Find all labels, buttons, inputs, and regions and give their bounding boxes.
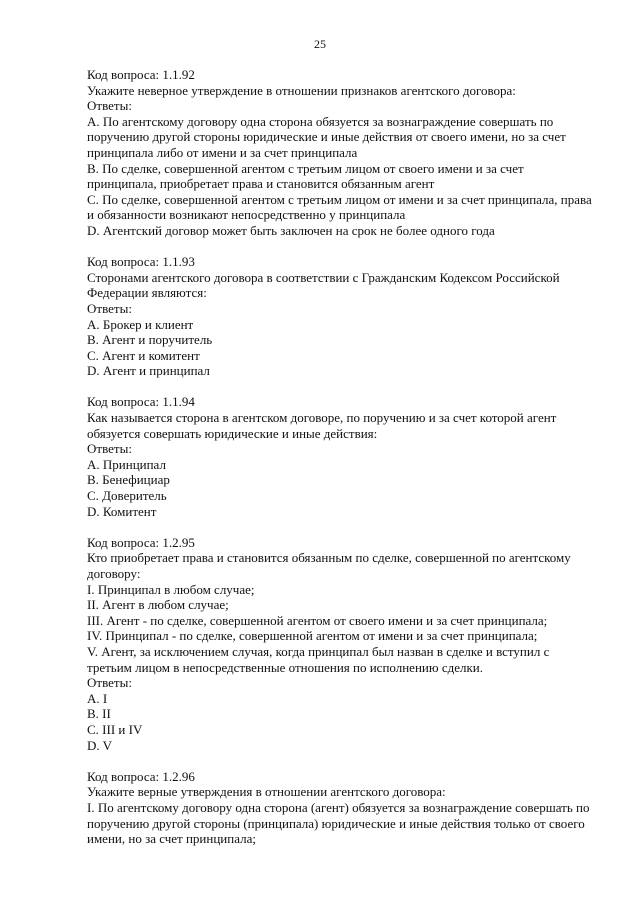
answer-option: В. Бенефициар [87,472,170,488]
question-block [87,394,597,519]
answer-option: А. По агентскому договору одна сторона обязуется за вознаграждение совершать по [87,113,554,129]
question-block [87,67,597,239]
answers-label: Ответы: [87,441,132,457]
answer-option: В. Агент и поручитель [87,332,213,348]
question-code: Код вопроса: 1.2.96 [87,768,195,784]
question-prompt: Сторонами агентского договора в соответствии с Гражданским Кодексом Российской [87,269,560,285]
answer-option: и обязанности возникают непосредственно у принципала [87,207,406,223]
statement-item: IV. Принципал - по сделке, совершенной агентом от имени и за счет принципала; [87,628,538,644]
answer-option: D. V [87,737,113,753]
answer-option: С. Доверитель [87,488,167,504]
answer-option: D. Агентский договор может быть заключен на срок не более одного года [87,222,495,238]
answer-option: С. Агент и комитент [87,347,200,363]
question-block [87,769,597,847]
page-number: 25 [314,37,326,51]
statement-item: II. Агент в любом случае; [87,597,229,613]
document-body [87,67,597,862]
answer-option: А. Брокер и клиент [87,316,194,332]
answer-option: принципала, приобретает права и становится обязанным агент [87,176,435,192]
statement-item: поручению другой стороны (принципала) юридические и иные действия только от своего [87,815,585,831]
answer-option: A. I [87,690,108,706]
question-prompt: Как называется сторона в агентском договоре, по поручению и за счет которой агент [87,410,557,426]
answer-option: принципала либо от имени и за счет принципала [87,144,358,160]
answer-option: C. III и IV [87,721,143,737]
question-code: Код вопроса: 1.1.92 [87,67,195,82]
answer-option: поручению другой стороны юридические и иные действия от своего имени, но за счет [87,129,566,145]
answers-label: Ответы: [87,300,132,316]
question-code: Код вопроса: 1.1.94 [87,394,195,410]
answer-option: B. II [87,706,111,722]
answer-option: А. Принципал [87,456,166,472]
answer-option: D. Агент и принципал [87,363,210,379]
answer-option: D. Комитент [87,503,157,519]
statement-item: имени, но за счет принципала; [87,831,256,847]
question-prompt: обязуется совершать юридические и иные действия: [87,425,378,441]
question-prompt: Федерации являются: [87,285,207,301]
answers-label: Ответы: [87,675,132,691]
answers-label: Ответы: [87,98,132,114]
question-prompt: Кто приобретает права и становится обязанным по сделке, совершенной по агентскому [87,550,571,566]
statement-item: III. Агент - по сделке, совершенной агентом от своего имени и за счет принципала; [87,612,548,628]
statement-item: I. Принципал в любом случае; [87,581,255,597]
answer-option: С. По сделке, совершенной агентом с третьим лицом от имени и за счет принципала, права [87,191,592,207]
question-prompt: договору: [87,566,141,581]
statement-item: V. Агент, за исключением случая, когда принципал был назван в сделке и вступил с [87,643,550,659]
question-prompt: Укажите верные утверждения в отношении агентского договора: [87,784,446,800]
question-block [87,254,597,379]
statement-item: третьим лицом в непосредственные отношения по исполнению сделки. [87,659,483,675]
question-block [87,535,597,753]
answer-option: В. По сделке, совершенной агентом с третьим лицом от своего имени и за счет [87,160,524,176]
question-prompt: Укажите неверное утверждение в отношении признаков агентского договора: [87,82,516,98]
statement-item: I. По агентскому договору одна сторона (агент) обязуется за вознаграждение совершать по [87,799,590,815]
question-code: Код вопроса: 1.1.93 [87,254,195,270]
question-code: Код вопроса: 1.2.95 [87,534,195,550]
